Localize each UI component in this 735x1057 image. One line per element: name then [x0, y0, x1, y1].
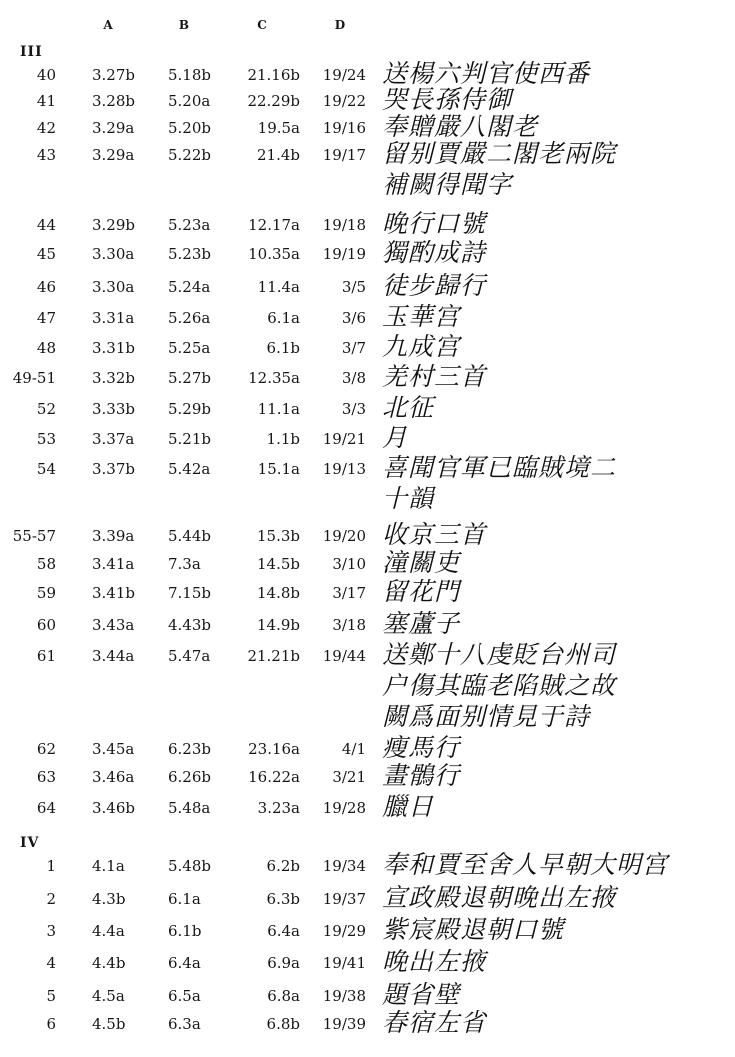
value-a: 3.41a [92, 555, 135, 573]
entry-number: 42 [36, 119, 56, 137]
poem-title: 塞蘆子 [382, 609, 461, 638]
value-c: 23.16a [248, 740, 300, 758]
value-d: 19/44 [322, 647, 366, 665]
value-c: 21.4b [256, 146, 300, 164]
value-b: 5.20a [168, 92, 211, 110]
value-c: 6.8b [266, 1015, 300, 1033]
value-d: 3/10 [332, 555, 366, 573]
value-d: 19/28 [322, 799, 366, 817]
entry-number: 61 [36, 647, 56, 665]
poem-title: 十韻 [382, 484, 435, 513]
entry-number: 6 [46, 1015, 56, 1033]
value-d: 19/18 [322, 216, 366, 234]
value-b: 5.29b [168, 400, 212, 418]
value-c: 16.22a [248, 768, 300, 786]
table-row [0, 609, 735, 638]
table-row [0, 85, 735, 114]
value-b: 7.15b [168, 584, 212, 602]
value-d: 19/16 [322, 119, 366, 137]
value-d: 3/21 [332, 768, 366, 786]
poem-title: 闕爲面别情見于詩 [382, 702, 591, 731]
value-c: 14.9b [256, 616, 300, 634]
entry-number: 58 [36, 555, 56, 573]
value-b: 5.21b [168, 430, 212, 448]
entry-number: 45 [36, 245, 56, 263]
value-a: 3.29b [92, 216, 136, 234]
value-b: 5.27b [168, 369, 212, 387]
value-b: 5.22b [168, 146, 212, 164]
value-b: 5.44b [168, 527, 212, 545]
poem-title: 宣政殿退朝晚出左掖 [382, 883, 617, 912]
value-d: 3/17 [332, 584, 366, 602]
value-a: 3.44a [92, 647, 135, 665]
table-row [0, 980, 735, 1009]
value-d: 3/3 [341, 400, 366, 418]
value-a: 3.39a [92, 527, 135, 545]
entry-number: 47 [36, 309, 56, 327]
value-a: 4.4b [92, 954, 126, 972]
entry-number: 43 [36, 146, 56, 164]
poem-title: 潼關吏 [382, 548, 461, 577]
value-d: 3/18 [332, 616, 366, 634]
value-b: 5.26a [168, 309, 211, 327]
value-d: 19/41 [322, 954, 366, 972]
value-c: 6.2b [266, 857, 300, 875]
entry-number: 54 [36, 460, 56, 478]
value-c: 3.23a [257, 799, 300, 817]
value-d: 19/29 [322, 922, 366, 940]
table-row [0, 423, 735, 452]
value-d: 3/5 [341, 278, 366, 296]
value-b: 6.1a [168, 890, 201, 908]
poem-title: 送鄭十八虔貶台州司 [382, 640, 617, 669]
entry-number: 46 [36, 278, 56, 296]
value-b: 5.24a [168, 278, 211, 296]
entry-number: 59 [36, 584, 56, 602]
value-c: 10.35a [248, 245, 300, 263]
value-d: 19/37 [322, 890, 366, 908]
value-c: 1.1b [266, 430, 300, 448]
value-d: 19/17 [322, 146, 366, 164]
entry-number: 60 [36, 616, 56, 634]
entry-number: 44 [36, 216, 56, 234]
entry-number: 1 [46, 857, 56, 875]
value-d: 3/8 [341, 369, 366, 387]
table-row [0, 112, 735, 141]
value-a: 3.37b [92, 460, 136, 478]
poem-title: 春宿左省 [382, 1008, 487, 1037]
value-d: 19/34 [322, 857, 366, 875]
poem-title: 紫宸殿退朝口號 [382, 915, 565, 944]
value-c: 22.29b [247, 92, 300, 110]
value-a: 3.28b [92, 92, 136, 110]
value-d: 19/24 [322, 66, 366, 84]
table-row [0, 238, 735, 267]
value-d: 19/20 [322, 527, 366, 545]
table-row [0, 733, 735, 762]
section-label: III [20, 44, 43, 60]
value-a: 4.3b [92, 890, 126, 908]
value-c: 6.9a [267, 954, 300, 972]
table-row [0, 332, 735, 361]
table-row [0, 362, 735, 391]
value-c: 6.3b [266, 890, 300, 908]
value-c: 12.17a [248, 216, 300, 234]
value-b: 6.5a [168, 987, 201, 1005]
table-row [0, 548, 735, 577]
value-d: 19/19 [322, 245, 366, 263]
poem-title: 瘦馬行 [382, 733, 461, 762]
poem-title: 臘日 [382, 792, 435, 821]
entry-number: 5 [46, 987, 56, 1005]
value-b: 6.4a [168, 954, 201, 972]
value-c: 11.1a [257, 400, 300, 418]
value-c: 11.4a [257, 278, 300, 296]
table-row [0, 520, 735, 549]
value-a: 3.31a [92, 309, 135, 327]
poem-title: 哭長孫侍御 [382, 85, 513, 114]
value-b: 7.3a [168, 555, 201, 573]
poem-title: 奉贈嚴八閣老 [382, 112, 539, 141]
value-b: 5.23b [168, 245, 212, 263]
poem-title: 九成宫 [382, 332, 461, 361]
value-c: 12.35a [248, 369, 300, 387]
value-b: 6.23b [168, 740, 212, 758]
value-a: 4.5b [92, 1015, 126, 1033]
value-a: 3.33b [92, 400, 136, 418]
value-a: 3.41b [92, 584, 136, 602]
table-row [0, 453, 735, 482]
poem-title: 晚行口號 [382, 209, 487, 238]
poem-title: 户傷其臨老陷賊之故 [382, 671, 617, 700]
value-b: 6.3a [168, 1015, 201, 1033]
table-row [0, 139, 735, 168]
table-row [0, 761, 735, 790]
poem-title: 留花門 [382, 577, 461, 606]
value-d: 19/39 [322, 1015, 366, 1033]
value-b: 6.26b [168, 768, 212, 786]
entry-number: 49-51 [12, 369, 56, 387]
value-b: 5.42a [168, 460, 211, 478]
table-row [0, 915, 735, 944]
table-row [0, 883, 735, 912]
table-row [0, 947, 735, 976]
value-b: 5.48b [168, 857, 212, 875]
value-a: 3.30a [92, 278, 135, 296]
value-a: 4.5a [92, 987, 125, 1005]
poem-title: 留别賈嚴二閣老兩院 [382, 139, 617, 168]
value-b: 5.20b [168, 119, 212, 137]
poem-title: 畫鶻行 [382, 761, 461, 790]
poem-title: 奉和賈至舍人早朝大明宫 [382, 850, 669, 879]
value-d: 3/7 [341, 339, 366, 357]
poem-title: 玉華宫 [382, 302, 461, 331]
entry-number: 41 [36, 92, 56, 110]
value-c: 6.1a [267, 309, 300, 327]
poem-title: 徒步歸行 [382, 271, 487, 300]
entry-number: 55-57 [12, 527, 56, 545]
poem-title: 北征 [382, 393, 435, 422]
value-a: 3.29a [92, 146, 135, 164]
value-b: 5.48a [168, 799, 211, 817]
table-row [0, 271, 735, 300]
poem-title: 送楊六判官使西番 [382, 59, 591, 88]
poem-title: 喜聞官軍已臨賊境二 [382, 453, 617, 482]
entry-number: 62 [36, 740, 56, 758]
value-a: 3.30a [92, 245, 135, 263]
column-header-b: B [178, 18, 190, 32]
value-b: 5.23a [168, 216, 211, 234]
value-a: 3.43a [92, 616, 135, 634]
poem-title: 補闕得聞字 [382, 170, 513, 199]
value-c: 21.21b [247, 647, 300, 665]
value-b: 5.18b [168, 66, 212, 84]
value-d: 19/13 [322, 460, 366, 478]
value-c: 15.1a [257, 460, 300, 478]
value-d: 19/38 [322, 987, 366, 1005]
table-row [0, 1008, 735, 1037]
value-d: 3/6 [341, 309, 366, 327]
table-row [0, 577, 735, 606]
value-a: 4.4a [92, 922, 125, 940]
table-row [0, 209, 735, 238]
value-c: 14.5b [256, 555, 300, 573]
poem-title: 題省壁 [382, 980, 461, 1009]
poem-title: 月 [382, 423, 409, 452]
table-row [0, 59, 735, 88]
table-row [0, 640, 735, 669]
value-a: 3.45a [92, 740, 135, 758]
value-b: 6.1b [168, 922, 202, 940]
value-c: 6.4a [267, 922, 300, 940]
poem-title: 晚出左掖 [382, 947, 487, 976]
value-b: 5.47a [168, 647, 211, 665]
entry-number: 64 [36, 799, 56, 817]
value-a: 4.1a [92, 857, 125, 875]
entry-number: 63 [36, 768, 56, 786]
entry-number: 53 [36, 430, 56, 448]
table-row [0, 302, 735, 331]
value-a: 3.46b [92, 799, 136, 817]
entry-number: 48 [36, 339, 56, 357]
poem-title: 收京三首 [382, 520, 487, 549]
value-c: 6.8a [267, 987, 300, 1005]
section-label: IV [20, 835, 40, 851]
entry-number: 2 [46, 890, 56, 908]
value-b: 5.25a [168, 339, 211, 357]
value-a: 3.32b [92, 369, 136, 387]
column-header-c: C [257, 18, 267, 32]
value-d: 4/1 [341, 740, 366, 758]
column-header-d: D [334, 18, 346, 32]
entry-number: 4 [46, 954, 56, 972]
value-c: 14.8b [256, 584, 300, 602]
value-d: 19/22 [322, 92, 366, 110]
table-row [0, 792, 735, 821]
value-c: 15.3b [256, 527, 300, 545]
poem-title: 獨酌成詩 [382, 238, 487, 267]
value-c: 6.1b [266, 339, 300, 357]
column-header-a: A [103, 18, 113, 32]
value-a: 3.46a [92, 768, 135, 786]
entry-number: 40 [36, 66, 56, 84]
poem-title: 羌村三首 [382, 362, 487, 391]
entry-number: 52 [36, 400, 56, 418]
value-a: 3.37a [92, 430, 135, 448]
value-a: 3.31b [92, 339, 136, 357]
value-a: 3.27b [92, 66, 136, 84]
entry-number: 3 [46, 922, 56, 940]
value-d: 19/21 [322, 430, 366, 448]
table-row [0, 393, 735, 422]
value-a: 3.29a [92, 119, 135, 137]
value-b: 4.43b [168, 616, 212, 634]
value-c: 19.5a [257, 119, 300, 137]
value-c: 21.16b [247, 66, 300, 84]
